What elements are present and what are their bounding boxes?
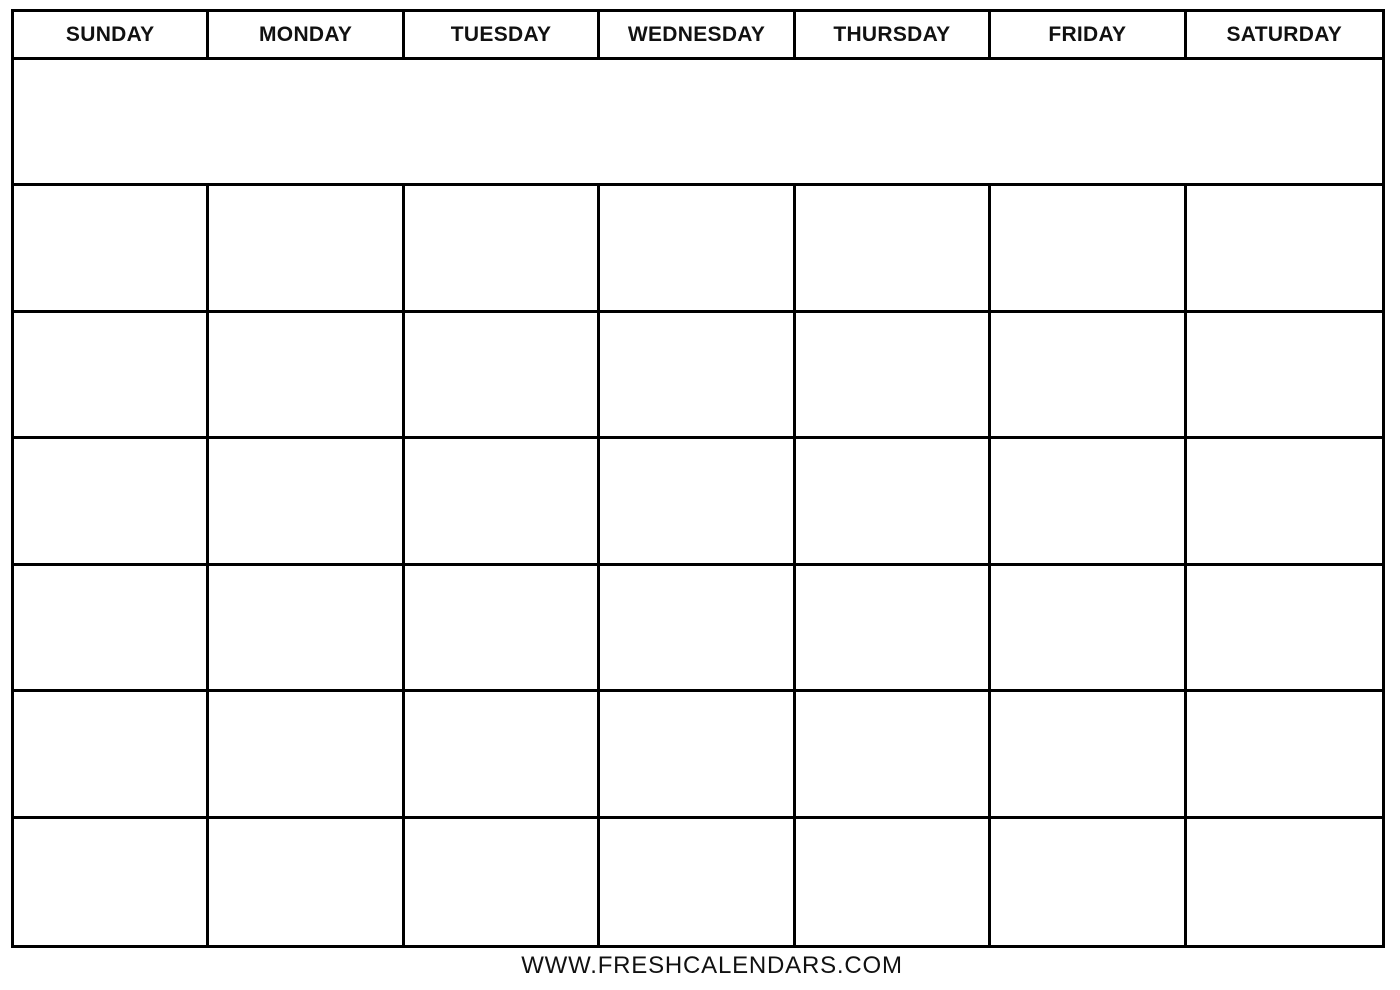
day-cell <box>14 313 209 440</box>
day-cell <box>14 186 209 313</box>
day-cell <box>600 819 795 946</box>
day-cell <box>14 692 209 819</box>
calendar-grid <box>11 9 1385 948</box>
day-cell <box>209 819 404 946</box>
day-cell <box>600 692 795 819</box>
day-cell <box>405 439 600 566</box>
day-cell <box>405 313 600 440</box>
day-cell <box>796 819 991 946</box>
day-cell <box>991 439 1186 566</box>
day-cell <box>991 692 1186 819</box>
day-cell <box>405 566 600 693</box>
weekday-header-thursday: THURSDAY <box>796 12 991 57</box>
day-cell <box>796 186 991 313</box>
day-cell <box>209 692 404 819</box>
day-cell <box>600 566 795 693</box>
day-cell <box>1187 566 1382 693</box>
day-cell <box>1187 819 1382 946</box>
weekday-header-sunday: SUNDAY <box>14 12 209 57</box>
day-cell <box>209 186 404 313</box>
weekday-header-monday: MONDAY <box>209 12 404 57</box>
day-cell <box>796 439 991 566</box>
day-cell <box>796 692 991 819</box>
day-cell <box>600 313 795 440</box>
weekday-header-row <box>14 12 1382 60</box>
day-cell <box>796 566 991 693</box>
weekday-header-wednesday: WEDNESDAY <box>600 12 795 57</box>
day-cell <box>405 186 600 313</box>
day-cell <box>991 566 1186 693</box>
day-cell <box>991 819 1186 946</box>
day-cells-grid <box>14 186 1382 945</box>
day-cell <box>991 186 1186 313</box>
day-cell <box>209 313 404 440</box>
day-cell <box>405 692 600 819</box>
day-cell <box>1187 439 1382 566</box>
day-cell <box>14 819 209 946</box>
day-cell <box>991 313 1186 440</box>
day-cell <box>405 819 600 946</box>
day-cell <box>14 439 209 566</box>
day-cell <box>600 439 795 566</box>
weekday-header-friday: FRIDAY <box>991 12 1186 57</box>
day-cell <box>209 439 404 566</box>
weekday-header-tuesday: TUESDAY <box>405 12 600 57</box>
month-title-band <box>14 60 1382 186</box>
footer-website: WWW.FRESHCALENDARS.COM <box>521 952 903 979</box>
day-cell <box>600 186 795 313</box>
weekday-header-saturday: SATURDAY <box>1226 22 1343 46</box>
day-cell <box>796 313 991 440</box>
day-cell <box>1187 313 1382 440</box>
day-cell <box>1187 692 1382 819</box>
day-cell <box>209 566 404 693</box>
day-cell <box>14 566 209 693</box>
day-cell <box>1187 186 1382 313</box>
